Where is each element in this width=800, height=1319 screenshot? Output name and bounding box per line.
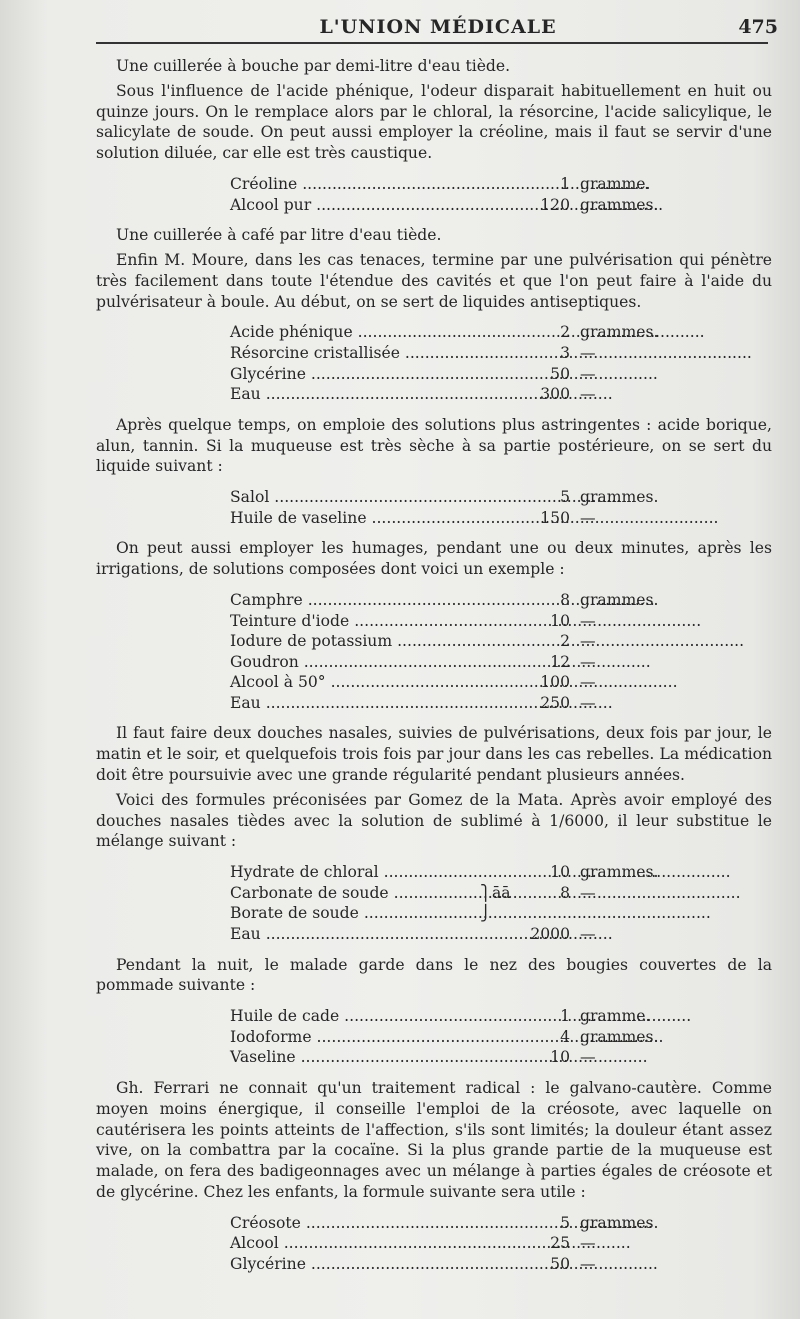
ingredient-unit: gramme. <box>580 1007 651 1026</box>
ingredient-quantity: 50 <box>550 364 570 383</box>
formula-row <box>230 322 659 343</box>
ingredient-quantity: 50 <box>550 1254 570 1273</box>
ingredient-quantity: 2 <box>560 323 570 342</box>
ingredient-quantity: 5 <box>560 1213 570 1232</box>
formula-row <box>230 1006 651 1027</box>
ingredient-unit: grammes. <box>580 488 659 507</box>
ingredient-unit: — <box>580 883 596 902</box>
formula <box>230 1213 659 1275</box>
formula-row <box>230 1027 659 1048</box>
paragraph: On peut aussi employer les humages, pendant une ou deux minutes, après les irrigations, de solutions composées dont voici un exemple : <box>96 539 772 579</box>
ingredient-unit: — <box>580 385 596 404</box>
brace-mark: ⎫ <box>480 883 492 902</box>
ingredient-quantity: 12 <box>550 652 570 671</box>
paragraph: Après quelque temps, on emploie des solutions plus astringentes : acide borique, alun, tannin. Si la muqueuse est très sèche à sa partie postérieure, on se sert du liquide suivant : <box>96 415 772 476</box>
ingredient-unit: — <box>580 343 596 362</box>
formula-row <box>230 672 640 693</box>
ingredient-name: Glycérine ..... <box>230 1254 530 1275</box>
ingredient-quantity: 8 <box>560 590 570 609</box>
formula-row <box>230 693 640 714</box>
paragraph: Sous l'influence de l'acide phénique, l'odeur disparait habituellement en huit ou quinze jours. On le remplace alors par le chloral, la résorcine, l'acide salicylique, le salicylate de soude. On peut aussi employer la créoline, mais il faut se servir d'une solution diluée, car elle est très caustique. <box>96 81 772 163</box>
formula-row <box>230 364 640 385</box>
ingredient-name: Eau ..... <box>230 693 530 714</box>
ingredient-name: Borate de soude ..... <box>230 903 530 924</box>
ingredient-unit: — <box>580 364 596 383</box>
ingredient-name: Eau ..... <box>230 924 530 945</box>
ingredient-name: Teinture d'iode ..... <box>230 611 530 632</box>
ingredient-quantity: 4 <box>560 1027 570 1046</box>
ingredient-quantity: 10 <box>550 863 570 882</box>
ingredient-name: Iodoforme ..... <box>230 1027 530 1048</box>
ingredient-unit: — <box>580 693 596 712</box>
ingredient-name: Acide phénique ..... <box>230 322 530 343</box>
formula-row <box>230 343 640 364</box>
ingredient-name: Huile de vaseline ..... <box>230 508 530 529</box>
ingredient-unit: grammes. <box>580 590 659 609</box>
ingredient-quantity: 10 <box>550 611 570 630</box>
formula-row <box>230 1254 640 1275</box>
ingredient-quantity: 10 <box>550 1048 570 1067</box>
ingredient-unit: — <box>580 1048 596 1067</box>
ingredient-quantity: 8 <box>560 883 570 902</box>
paragraph: Il faut faire deux douches nasales, suivies de pulvérisations, deux fois par jour, le matin et le soir, et quelquefois trois fois par jour dans les cas rebelles. La médication doit être poursuivie avec une grande régularité pendant plusieurs années. <box>96 724 772 785</box>
formula-row <box>230 174 651 195</box>
formula-row <box>230 384 640 405</box>
ingredient-quantity: 2 <box>560 632 570 651</box>
ingredient-unit: gramme. <box>580 174 651 193</box>
ingredient-name: Alcool ..... <box>230 1233 530 1254</box>
paragraph: Gh. Ferrari ne connait qu'un traitement radical : le galvano-cautère. Comme moyen moins énergique, il conseille l'emploi de la créosote, avec laquelle on cautérisera les points atteints de l'affection, s'ils sont limités; la douleur étant assez vive, on la combattra par la cocaïne. Si la plus grande partie de la muqueuse est malade, on fera des badigeonnages avec un mélange à parties égales de créosote et de glycérine. Chez les enfants, la formule suivante sera utile : <box>96 1079 772 1201</box>
ingredient-name: Salol ..... <box>230 487 530 508</box>
ingredient-unit: — <box>580 632 596 651</box>
paragraph: Voici des formules préconisées par Gomez de la Mata. Après avoir employé des douches nasales tièdes avec la solution de sublimé à 1/6000, il leur substitue le mélange suivant : <box>96 790 772 851</box>
ingredient-quantity: 5 <box>560 488 570 507</box>
formula-row <box>230 631 640 652</box>
ingredient-name: Eau ..... <box>230 384 530 405</box>
formula-row <box>230 924 640 945</box>
ingredient-quantity: 2000 <box>530 925 570 944</box>
formula-row <box>230 1233 640 1254</box>
ingredient-name: Alcool à 50° ..... <box>230 672 530 693</box>
ingredient-quantity: 120 <box>540 195 570 214</box>
formula-row <box>230 903 640 924</box>
ingredient-unit: — <box>580 652 596 671</box>
ingredient-quantity: 150 <box>540 508 570 527</box>
formula-row <box>230 652 640 673</box>
journal-title: L'UNION MÉDICALE <box>319 16 557 38</box>
ingredient-unit: grammes. <box>580 323 659 342</box>
formula-row <box>230 883 640 904</box>
ingredient-unit: — <box>580 1234 596 1253</box>
formula <box>230 862 659 944</box>
formula-row <box>230 1213 659 1234</box>
ingredient-quantity: 300 <box>540 385 570 404</box>
ingredient-unit: — <box>580 508 596 527</box>
ingredient-unit: — <box>580 673 596 692</box>
ingredient-unit: grammes. <box>580 1213 659 1232</box>
formula <box>230 322 659 404</box>
formula <box>230 487 659 528</box>
paragraph: Enfin M. Moure, dans les cas tenaces, termine par une pulvérisation qui pénètre très facilement dans toute l'étendue des cavités et que l'on peut faire à l'aide du pulvérisateur à boule. Au début, on se sert de liquides antiseptiques. <box>96 250 772 311</box>
ingredient-unit: — <box>580 925 596 944</box>
formula-row <box>230 1047 640 1068</box>
ana-mark: āā <box>492 883 511 902</box>
ingredient-unit: — <box>580 1254 596 1273</box>
ingredient-name: Créoline ..... <box>230 174 530 195</box>
ingredient-quantity: 1 <box>560 1007 570 1026</box>
formula-row <box>230 195 659 216</box>
ingredient-unit: grammes. <box>580 195 659 214</box>
formula <box>230 174 659 215</box>
ingredient-name: Résorcine cristallisée ..... <box>230 343 530 364</box>
article-body <box>96 56 772 1285</box>
formula-row <box>230 611 640 632</box>
formula-row <box>230 487 659 508</box>
ingredient-unit: grammes. <box>580 1027 659 1046</box>
ingredient-name: Alcool pur ..... <box>230 195 530 216</box>
ingredient-name: Huile de cade ..... <box>230 1006 530 1027</box>
paragraph: Une cuillerée à bouche par demi-litre d'eau tiède. <box>116 57 511 75</box>
header-rule <box>96 42 768 44</box>
ingredient-name: Vaseline ..... <box>230 1047 530 1068</box>
ingredient-name: Hydrate de chloral ..... <box>230 862 530 883</box>
ingredient-name: Carbonate de soude ..... <box>230 883 530 904</box>
ingredient-name: Iodure de potassium ..... <box>230 631 530 652</box>
ingredient-name: Glycérine ..... <box>230 364 530 385</box>
brace-mark: ⎭ <box>480 904 492 923</box>
paragraph: Pendant la nuit, le malade garde dans le nez des bougies couvertes de la pommade suivante : <box>96 955 772 995</box>
ingredient-unit: grammes. <box>580 863 659 882</box>
page-number: 475 <box>738 16 778 38</box>
formula-row <box>230 508 640 529</box>
ingredient-quantity: 25 <box>550 1234 570 1253</box>
ingredient-quantity: 1 <box>560 174 570 193</box>
ingredient-unit: — <box>580 611 596 630</box>
formula <box>230 1006 659 1068</box>
page-header <box>98 12 778 42</box>
ingredient-name: Goudron ..... <box>230 652 530 673</box>
ingredient-name: Créosote ..... <box>230 1213 530 1234</box>
ingredient-name: Camphre ..... <box>230 590 530 611</box>
formula <box>230 590 659 714</box>
paragraph: Une cuillerée à café par litre d'eau tiède. <box>116 226 442 245</box>
ingredient-quantity: 100 <box>540 673 570 692</box>
formula-row <box>230 862 659 883</box>
ingredient-quantity: 250 <box>540 693 570 712</box>
formula-row <box>230 590 659 611</box>
ingredient-quantity: 3 <box>560 343 570 362</box>
